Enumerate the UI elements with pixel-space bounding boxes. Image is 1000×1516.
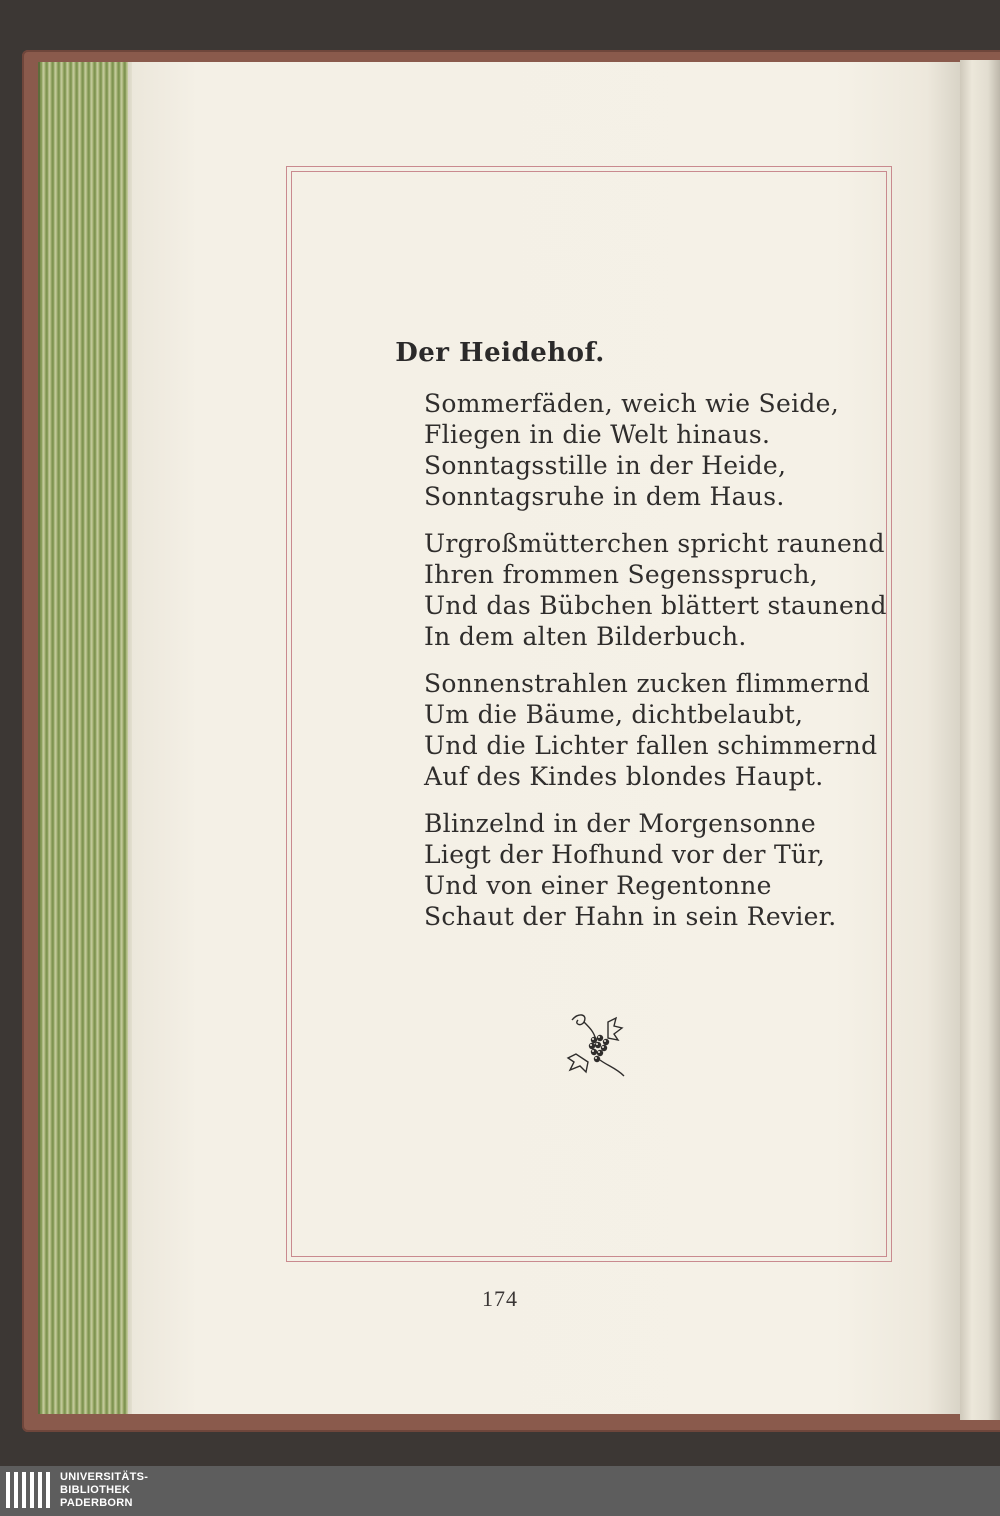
verse-line: Liegt der Hofhund vor der Tür, [424,840,826,869]
verse-line: Und das Bübchen blättert staunend [424,591,887,620]
verse-line: Urgroßmütterchen spricht raunend [424,529,885,558]
library-logo-icon [6,1472,52,1508]
verse-line: Sommerfäden, weich wie Seide, [424,389,840,418]
verse-line: Sonntagsstille in der Heide, [424,451,787,480]
verse-line: Ihren frommen Segensspruch, [424,560,818,589]
verse-line: In dem alten Bilderbuch. [424,622,747,651]
verse-line: Auf des Kindes blondes Haupt. [424,762,824,791]
stanza-3 [424,668,878,792]
library-name-line: UNIVERSITÄTS- [60,1471,149,1483]
verse-line: Sonntagsruhe in dem Haus. [424,482,785,511]
stanza-1 [424,388,844,512]
verse-line: Schaut der Hahn in sein Revier. [424,902,837,931]
stanza-4 [424,808,844,932]
verse-line: Blinzelnd in der Morgensonne [424,809,816,838]
stanza-2 [424,528,887,652]
library-name-line: BIBLIOTHEK [60,1484,131,1496]
page-fore-edge [38,62,136,1414]
verse-line: Und von einer Regentonne [424,871,772,900]
verse-line: Fliegen in die Welt hinaus. [424,420,771,449]
library-name-line: PADERBORN [60,1497,133,1509]
verse-line: Und die Lichter fallen schimmernd [424,731,878,760]
library-name [60,1471,148,1510]
verse-line: Sonnenstrahlen zucken flimmernd [424,669,871,698]
verse-line: Um die Bäume, dichtbelaubt, [424,700,804,729]
facing-page-edge [960,60,1000,1420]
page-number: 174 [482,1286,518,1311]
grapevine-ornament-icon [564,1010,630,1080]
library-footer [0,1466,1000,1516]
poem-title: Der Heidehof. [395,338,605,368]
